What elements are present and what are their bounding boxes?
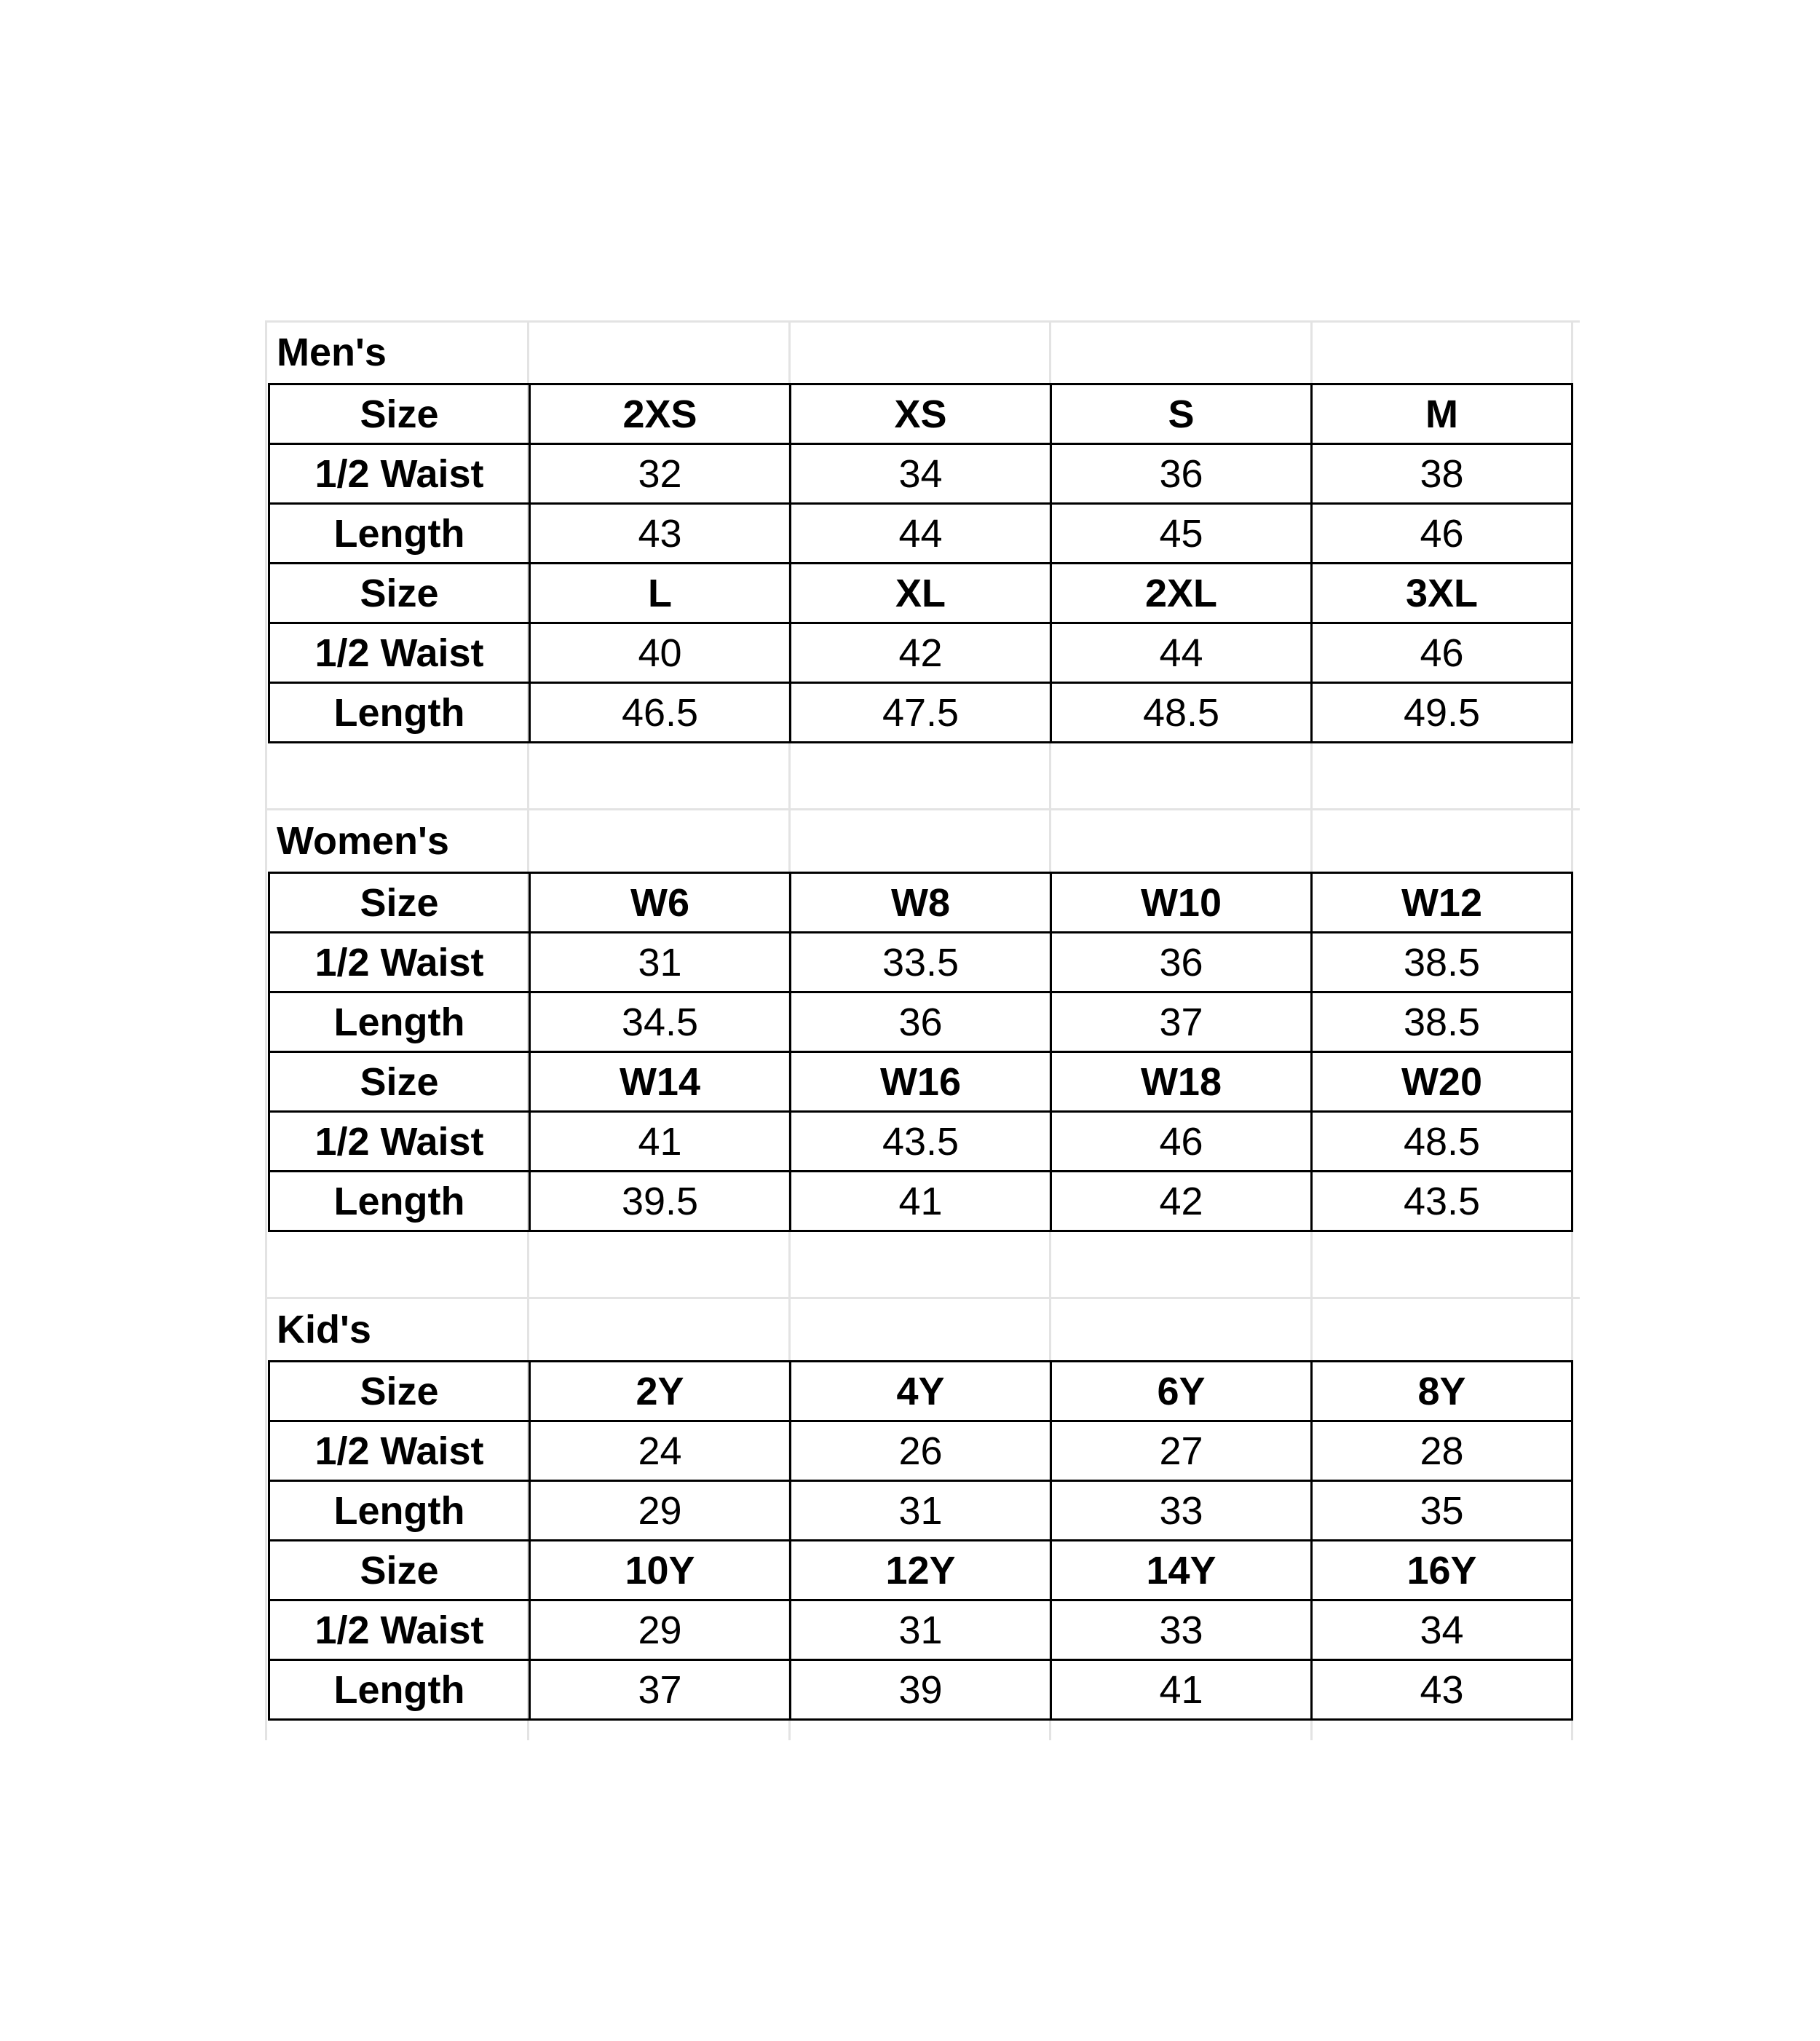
table-cell: 36 <box>1051 933 1312 992</box>
kids-size-table <box>268 1360 1573 1721</box>
table-row <box>269 1172 1572 1231</box>
table-cell: 33.5 <box>791 933 1051 992</box>
row-label: Length <box>269 1660 530 1720</box>
table-row <box>269 504 1572 564</box>
table-cell: 14Y <box>1051 1541 1312 1600</box>
table-cell: 29 <box>530 1481 791 1541</box>
table-cell: 46 <box>1051 1112 1312 1172</box>
table-cell: 41 <box>530 1112 791 1172</box>
table-cell: 48.5 <box>1312 1112 1572 1172</box>
table-cell: 6Y <box>1051 1362 1312 1421</box>
row-label: Length <box>269 1172 530 1231</box>
table-row <box>269 384 1572 444</box>
table-cell: 39.5 <box>530 1172 791 1231</box>
row-label: 1/2 Waist <box>269 933 530 992</box>
table-cell: 28 <box>1312 1421 1572 1481</box>
table-row <box>269 1362 1572 1421</box>
row-label: Size <box>269 1541 530 1600</box>
table-cell: W18 <box>1051 1052 1312 1112</box>
row-label: Length <box>269 683 530 743</box>
table-cell: 35 <box>1312 1481 1572 1541</box>
table-row <box>269 1660 1572 1720</box>
table-cell: 31 <box>791 1481 1051 1541</box>
table-cell: 29 <box>530 1600 791 1660</box>
gridline <box>265 808 1580 810</box>
table-cell: W16 <box>791 1052 1051 1112</box>
table-cell: 34.5 <box>530 992 791 1052</box>
gridline <box>265 320 1580 323</box>
table-cell: 43.5 <box>791 1112 1051 1172</box>
row-label: Size <box>269 1052 530 1112</box>
table-cell: W8 <box>791 873 1051 933</box>
table-cell: 41 <box>1051 1660 1312 1720</box>
table-cell: 16Y <box>1312 1541 1572 1600</box>
table-cell: XL <box>791 564 1051 623</box>
table-cell: 10Y <box>530 1541 791 1600</box>
row-label: Size <box>269 1362 530 1421</box>
table-row <box>269 1052 1572 1112</box>
table-cell: 33 <box>1051 1481 1312 1541</box>
table-row <box>269 1481 1572 1541</box>
table-cell: 43 <box>1312 1660 1572 1720</box>
table-cell: S <box>1051 384 1312 444</box>
row-label: 1/2 Waist <box>269 444 530 504</box>
table-row <box>269 992 1572 1052</box>
kids-section-title: Kid's <box>277 1308 371 1351</box>
table-cell: 3XL <box>1312 564 1572 623</box>
row-label: 1/2 Waist <box>269 1112 530 1172</box>
gridline <box>265 320 267 1740</box>
table-row <box>269 623 1572 683</box>
table-cell: 40 <box>530 623 791 683</box>
table-cell: 38.5 <box>1312 992 1572 1052</box>
table-cell: 46.5 <box>530 683 791 743</box>
table-cell: 8Y <box>1312 1362 1572 1421</box>
table-cell: 4Y <box>791 1362 1051 1421</box>
table-cell: 34 <box>791 444 1051 504</box>
table-cell: 31 <box>530 933 791 992</box>
row-label: 1/2 Waist <box>269 1600 530 1660</box>
table-cell: 47.5 <box>791 683 1051 743</box>
table-cell: 31 <box>791 1600 1051 1660</box>
table-cell: 26 <box>791 1421 1051 1481</box>
row-label: Size <box>269 873 530 933</box>
table-cell: 38.5 <box>1312 933 1572 992</box>
table-cell: 34 <box>1312 1600 1572 1660</box>
table-cell: W12 <box>1312 873 1572 933</box>
table-cell: 41 <box>791 1172 1051 1231</box>
table-cell: 44 <box>791 504 1051 564</box>
table-row <box>269 933 1572 992</box>
table-cell: 37 <box>1051 992 1312 1052</box>
table-row <box>269 683 1572 743</box>
table-cell: 27 <box>1051 1421 1312 1481</box>
womens-size-table <box>268 872 1573 1232</box>
table-cell: 36 <box>1051 444 1312 504</box>
table-cell: 2XL <box>1051 564 1312 623</box>
table-cell: L <box>530 564 791 623</box>
table-cell: 39 <box>791 1660 1051 1720</box>
table-cell: 42 <box>1051 1172 1312 1231</box>
gridline <box>265 1297 1580 1299</box>
row-label: Length <box>269 1481 530 1541</box>
table-cell: 49.5 <box>1312 683 1572 743</box>
table-cell: W10 <box>1051 873 1312 933</box>
table-row <box>269 444 1572 504</box>
mens-size-table <box>268 383 1573 743</box>
table-cell: W6 <box>530 873 791 933</box>
table-row <box>269 1112 1572 1172</box>
table-row <box>269 1421 1572 1481</box>
table-cell: 46 <box>1312 504 1572 564</box>
table-cell: 33 <box>1051 1600 1312 1660</box>
table-cell: 38 <box>1312 444 1572 504</box>
table-cell: 36 <box>791 992 1051 1052</box>
table-cell: 42 <box>791 623 1051 683</box>
table-row <box>269 564 1572 623</box>
table-cell: M <box>1312 384 1572 444</box>
table-cell: 24 <box>530 1421 791 1481</box>
table-row <box>269 873 1572 933</box>
table-cell: W20 <box>1312 1052 1572 1112</box>
table-cell: 45 <box>1051 504 1312 564</box>
table-cell: 48.5 <box>1051 683 1312 743</box>
row-label: Size <box>269 384 530 444</box>
table-cell: 44 <box>1051 623 1312 683</box>
row-label: Length <box>269 992 530 1052</box>
mens-section-title: Men's <box>277 331 387 374</box>
table-row <box>269 1541 1572 1600</box>
row-label: 1/2 Waist <box>269 1421 530 1481</box>
table-cell: 2XS <box>530 384 791 444</box>
table-cell: 12Y <box>791 1541 1051 1600</box>
table-cell: 46 <box>1312 623 1572 683</box>
row-label: 1/2 Waist <box>269 623 530 683</box>
table-cell: 43.5 <box>1312 1172 1572 1231</box>
table-cell: 32 <box>530 444 791 504</box>
table-cell: W14 <box>530 1052 791 1112</box>
row-label: Size <box>269 564 530 623</box>
table-row <box>269 1600 1572 1660</box>
womens-section-title: Women's <box>277 819 449 863</box>
table-cell: 2Y <box>530 1362 791 1421</box>
table-cell: XS <box>791 384 1051 444</box>
table-cell: 43 <box>530 504 791 564</box>
table-cell: 37 <box>530 1660 791 1720</box>
row-label: Length <box>269 504 530 564</box>
